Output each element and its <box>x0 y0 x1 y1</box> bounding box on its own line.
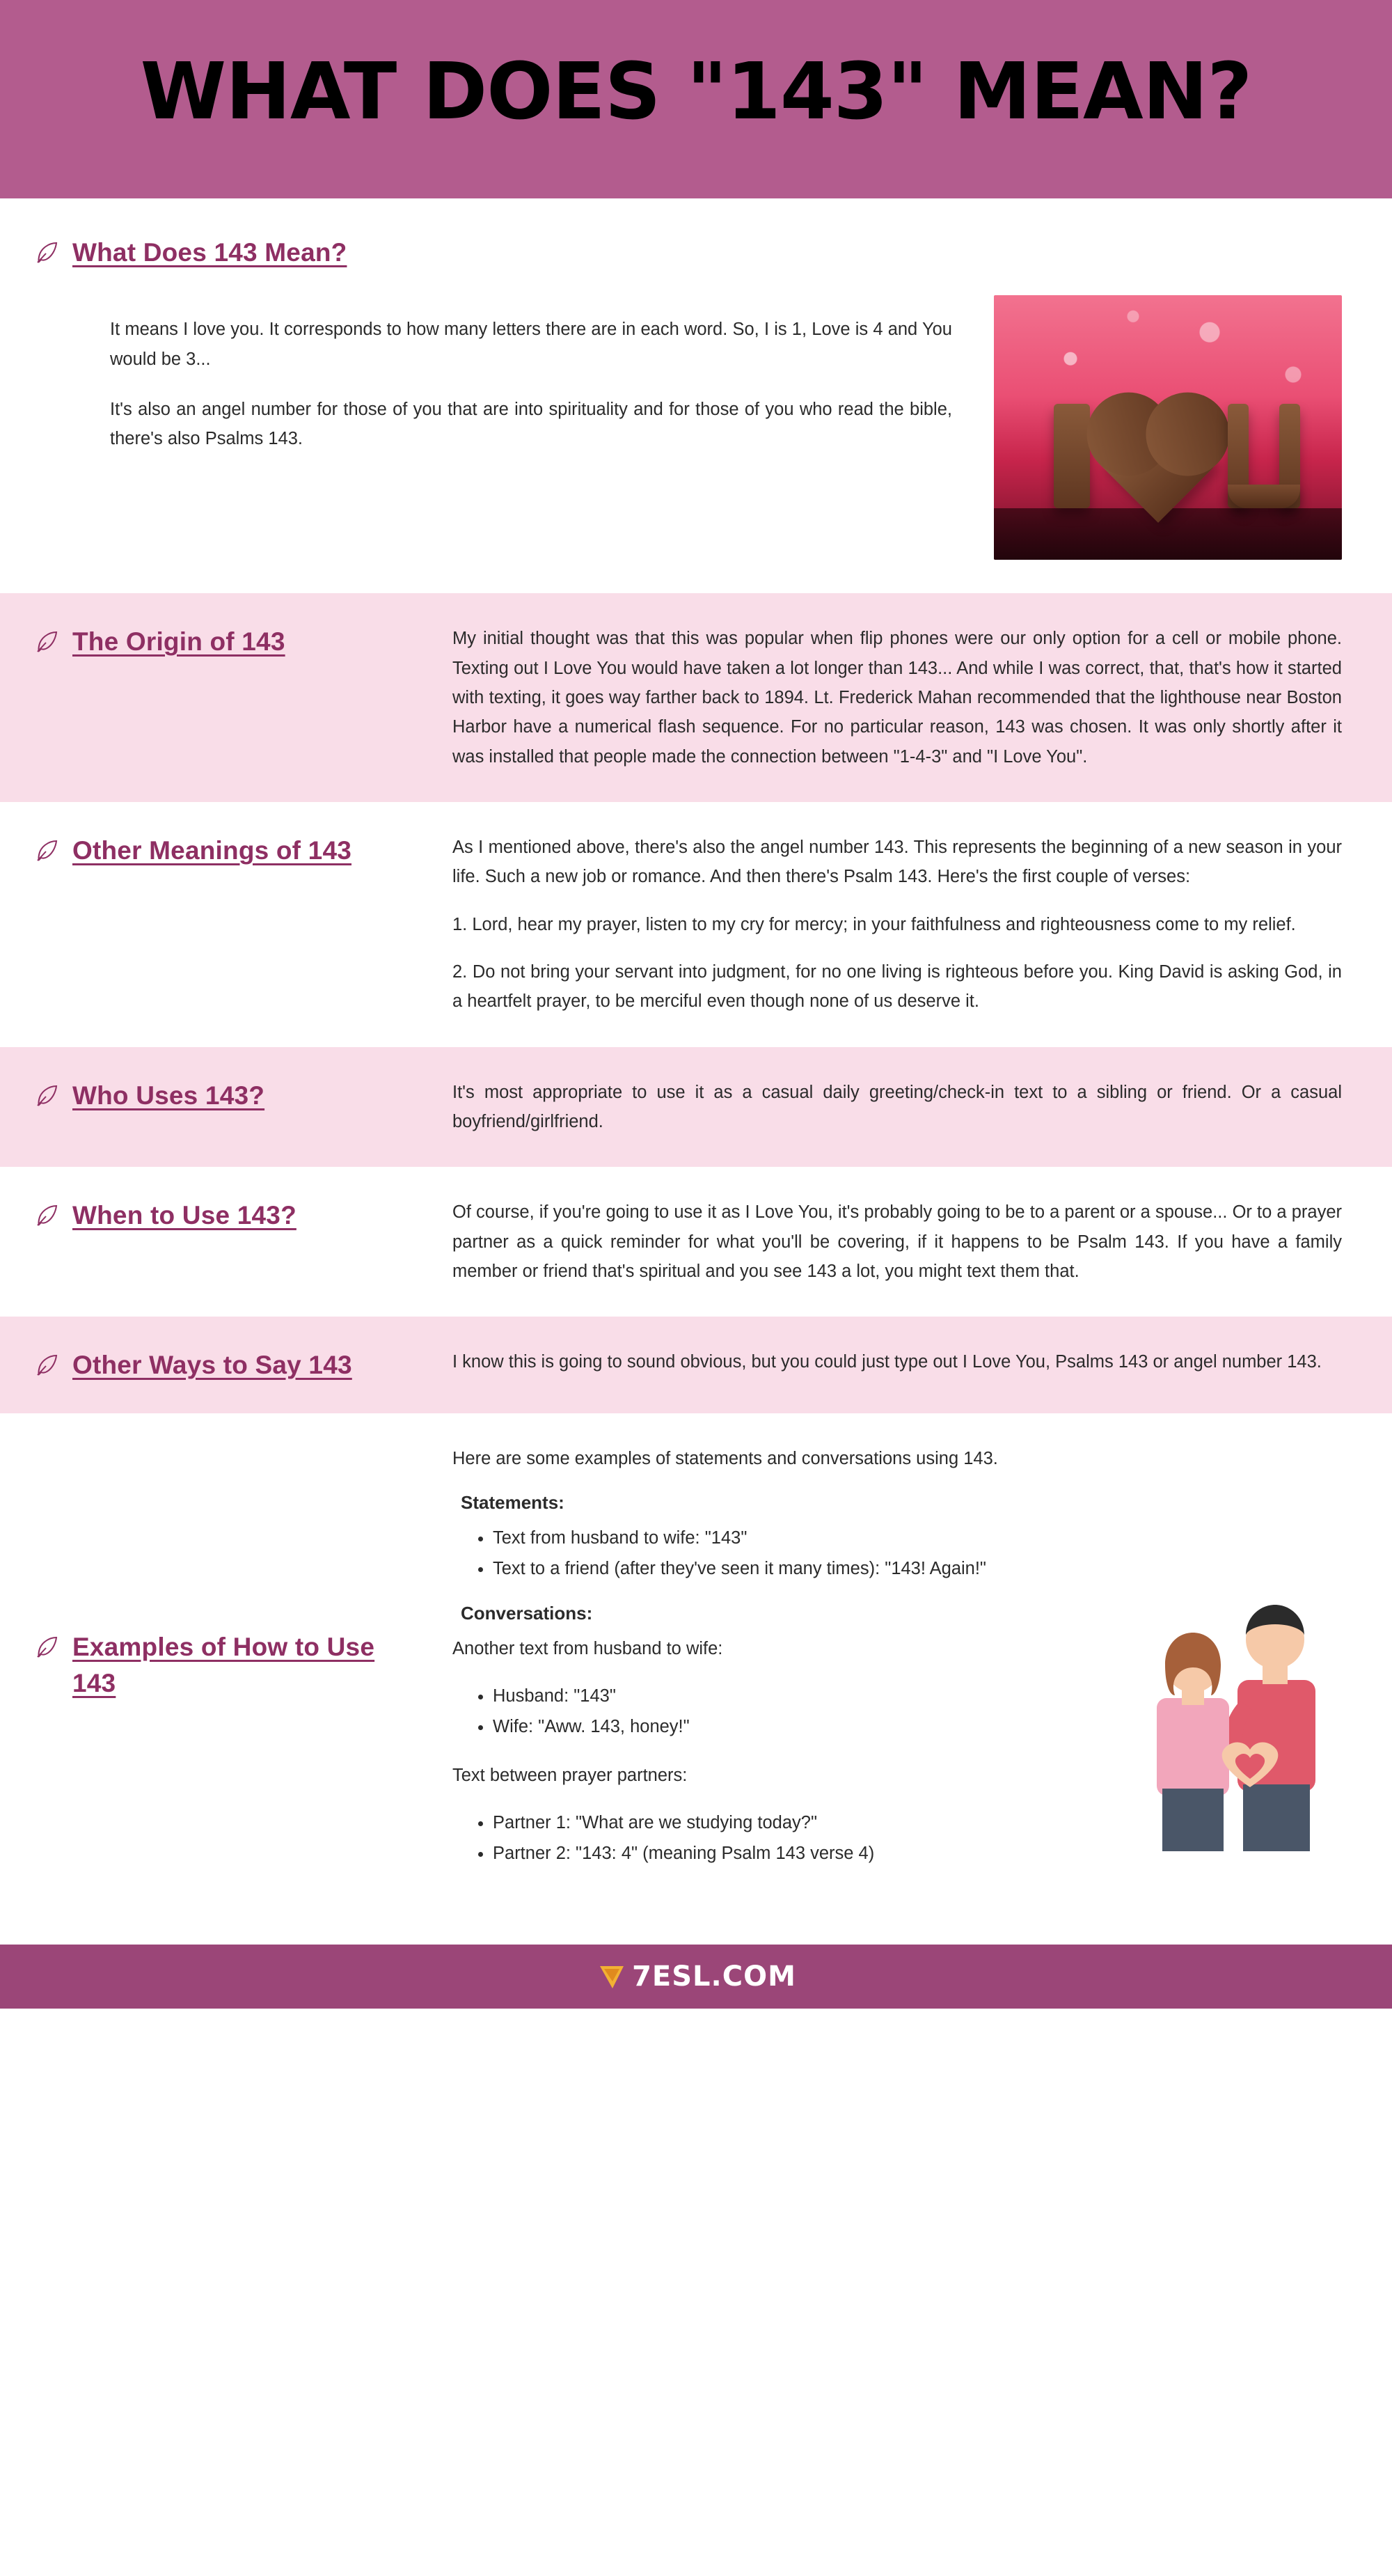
section-who-uses-143 <box>0 1047 1392 1168</box>
section-when-to-use-143 <box>0 1167 1392 1317</box>
footer-brand: 7ESL.COM <box>632 1960 796 1993</box>
paragraph: Of course, if you're going to use it as I Love You, it's probably going to be to a parent or a spouse... Or to a prayer partner as a quick reminder for what you'll be covering, if it happens to be Psalm 143. If you have a family member or friend that's spiritual and you see 143 a lot, you might text them that. <box>452 1202 1342 1282</box>
section-title: Who Uses 143? <box>72 1081 265 1110</box>
section-origin-of-143 <box>0 593 1392 802</box>
section-other-meanings-of-143 <box>0 802 1392 1047</box>
7esl-logo-icon <box>596 1961 628 1993</box>
section-title: Other Meanings of 143 <box>72 836 352 865</box>
section-text <box>445 1167 1392 1317</box>
paragraph: It's also an angel number for those of you that are into spirituality and for those of you who read the bible, there's also Psalms 143. <box>110 400 952 449</box>
feather-icon <box>33 628 61 659</box>
examples-intro: Here are some examples of statements and conversations using 143. <box>452 1449 998 1469</box>
feather-icon <box>33 239 61 270</box>
list-item: • Text to a friend (after they've seen it many times): "143! Again!" <box>493 1554 1342 1585</box>
section-heading-col <box>0 1317 445 1413</box>
conversation-2-intro: Text between prayer partners: <box>452 1765 688 1785</box>
paragraph: As I mentioned above, there's also the angel number 143. This represents the beginning of a new season in your life. Such a new job or romance. And then there's Psalm 143. Here's the first couple of verses: <box>452 838 1342 887</box>
section-what-does-143-mean <box>0 198 1392 593</box>
feather-icon <box>33 1351 61 1383</box>
letter-u-base <box>1228 485 1300 508</box>
section-title: Other Ways to Say 143 <box>72 1351 352 1380</box>
section-text <box>445 593 1392 802</box>
paragraph: I know this is going to sound obvious, but you could just type out I Love You, Psalms 143 or angel number 143. <box>452 1352 1322 1372</box>
list-item: • Wife: "Aww. 143, honey!" <box>493 1712 1342 1743</box>
section-title: Examples of How to Use 143 <box>72 1633 375 1697</box>
section-text <box>445 1317 1392 1407</box>
section-body-row <box>0 283 1392 560</box>
section-examples-of-how-to-use-143 <box>0 1413 1392 1944</box>
paragraph: It means I love you. It corresponds to how many letters there are in each word. So, I is 1, Love is 4 and You would be 3... <box>110 320 952 369</box>
conversation-1-intro: Another text from husband to wife: <box>452 1638 723 1658</box>
section-text <box>33 295 966 474</box>
heart-shape <box>1099 405 1217 524</box>
feather-icon <box>33 837 61 868</box>
list-item: • Partner 1: "What are we studying today?" <box>493 1808 1342 1839</box>
section-heading-col <box>0 1167 445 1264</box>
section-heading-col <box>0 1599 445 1731</box>
section-heading-col <box>0 802 445 899</box>
feather-icon <box>33 1082 61 1113</box>
letter-i <box>1054 404 1090 508</box>
section-title: The Origin of 143 <box>72 627 285 657</box>
section-text <box>445 802 1392 1047</box>
conversations-label: Conversations: <box>461 1602 593 1624</box>
paragraph: My initial thought was that this was popular when flip phones were our only option for a cell or mobile phone. Texting out I Love You would have taken a lot longer than 143... And while I was correct, that, that's how it started with texting, it goes way farther back to 1894. Lt. Frederick Mahan recommended that the lighthouse near Boston Harbor have a numerical flash sequence. For no particular reason, 143 was chosen. It was only shortly after it was installed that people made the connection between "1-4-3" and "I Love You". <box>452 629 1342 767</box>
couple-illustration <box>1121 1576 1350 1854</box>
page-title: WHAT DOES "143" MEAN? <box>140 47 1252 137</box>
feather-icon <box>33 1202 61 1233</box>
section-title: When to Use 143? <box>72 1201 296 1230</box>
photo-reflection <box>994 508 1342 560</box>
paragraph: 1. Lord, hear my prayer, listen to my cry for mercy; in your faithfulness and righteousness come to my relief. <box>452 914 1296 934</box>
list-item: • Husband: "143" <box>493 1681 1342 1712</box>
chocolate-i-love-you-photo <box>994 295 1342 560</box>
section-heading-col <box>0 1047 445 1144</box>
statements-label: Statements: <box>461 1491 564 1513</box>
paragraph: It's most appropriate to use it as a casual daily greeting/check-in text to a sibling or friend. Or a casual boyfriend/girlfriend. <box>452 1082 1342 1132</box>
page-header <box>0 0 1392 198</box>
page-footer <box>0 1945 1392 2009</box>
list-item: • Text from husband to wife: "143" <box>493 1523 1342 1554</box>
section-other-ways-to-say-143 <box>0 1317 1392 1413</box>
section-heading-row <box>0 226 1392 283</box>
section-title: What Does 143 Mean? <box>72 238 347 267</box>
section-text <box>445 1047 1392 1168</box>
section-heading-col <box>0 593 445 690</box>
statements-block <box>452 1492 1342 1585</box>
list-item: • Partner 2: "143: 4" (meaning Psalm 143 verse 4) <box>493 1839 1342 1869</box>
paragraph: 2. Do not bring your servant into judgment, for no one living is righteous before you. King David is asking God, in a heartfelt prayer, to be merciful even though none of us deserve it. <box>452 962 1342 1012</box>
feather-icon <box>33 1633 61 1665</box>
